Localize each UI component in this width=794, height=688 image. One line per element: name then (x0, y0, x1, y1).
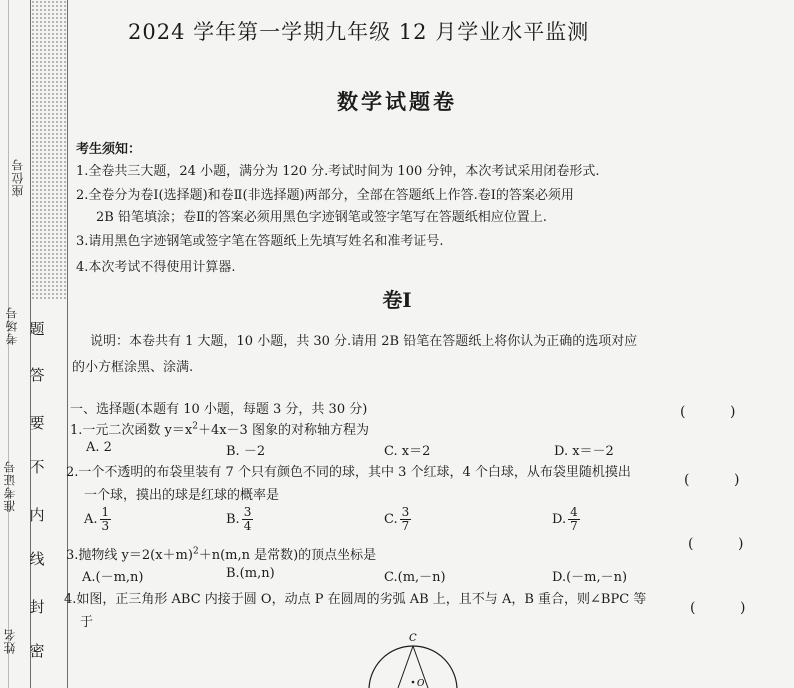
q3-option-c: C.(m,－n) (384, 570, 446, 585)
notice-item: 1.全卷共三大题，24 小题，满分为 120 分.考试时间为 100 分钟，本次考试采用闭卷形式. (76, 164, 600, 179)
answer-bracket: ( ) (688, 536, 744, 552)
binding-dotted-area (31, 0, 67, 300)
question-4-stem: 4.如图，正三角形 ABC 内接于圆 O，动点 P 在圆周的劣弧 AB 上，且不与 A，B 重合，则∠BPC 等 (64, 592, 647, 607)
notice-heading: 考生须知： (76, 142, 142, 157)
part-title: 一、选择题(本题有 10 小题，每题 3 分，共 30 分) (70, 402, 368, 417)
ticket-number-label: 准考证号 (3, 460, 17, 512)
q2-option-d: D. $\frac{4}{7}$ (552, 505, 578, 533)
q2-option-c: C. $\frac{3}{7}$ (384, 505, 410, 533)
seal-char: 不 (29, 458, 45, 476)
question-1-stem: 1.一元二次函数 $y=x^2+4x-3$ 图象的对称轴方程为 (70, 421, 369, 438)
seal-char: 线 (29, 550, 45, 568)
section-note: 说明：本卷共有 1 大题，10 小题，共 30 分.请用 2B 铅笔在答题纸上将你认为正确的选项对应 (90, 334, 638, 349)
name-label: 姓名 (3, 628, 17, 654)
q3-option-b: B.(m,n) (226, 566, 275, 581)
notice-item: 2.全卷分为卷Ⅰ(选择题)和卷Ⅱ(非选择题)两部分，全部在答题纸上作答.卷Ⅰ的答案必须用 (76, 188, 574, 203)
q3-option-a: A.(－m,n) (82, 570, 144, 585)
exam-subtitle: 数学试题卷 (337, 89, 457, 114)
notice-item: 4.本次考试不得使用计算器. (76, 260, 236, 275)
answer-bracket: ( ) (680, 404, 736, 420)
notice-item: 3.请用黑色字迹钢笔或签字笔在答题纸上先填写姓名和准考证号. (76, 234, 444, 249)
question-4-stem-cont: 于 (80, 615, 94, 630)
section-note-cont: 的小方框涂黑、涂满. (72, 360, 194, 375)
question-2-stem: 2.一个不透明的布袋里装有 7 个只有颜色不同的球，其中 3 个红球，4 个白球，从布袋里随机摸出 (66, 465, 631, 480)
question-2-stem-cont: 一个球，摸出的球是红球的概率是 (84, 488, 280, 503)
figure-label-o: O (417, 679, 425, 688)
section-title: 卷Ⅰ (382, 288, 412, 312)
triangle-side-ca (398, 646, 413, 688)
q1-option-d: D. x＝－2 (554, 444, 614, 459)
q1-option-c: C. x＝2 (384, 444, 431, 459)
question-3-stem: 3.抛物线 $y=2(x+m)^2+n(m,n$ 是常数)的顶点坐标是 (66, 546, 377, 563)
seal-char: 内 (29, 506, 45, 524)
figure-label-c: C (409, 633, 417, 644)
notice-item: 2B 铅笔填涂；卷Ⅱ的答案必须用黑色字迹钢笔或签字笔写在答题纸相应位置上. (96, 210, 547, 225)
circle-triangle-figure (368, 630, 458, 688)
seal-char: 要 (29, 414, 45, 432)
seat-number-label: 座位号 (11, 158, 25, 197)
seal-char: 封 (29, 598, 45, 616)
q2-option-a: A. $\frac{1}{3}$ (84, 505, 110, 533)
q1-option-a: A. 2 (86, 440, 112, 455)
seal-char: 密 (29, 642, 45, 660)
seal-char: 答 (29, 366, 45, 384)
exam-room-label: 考场号 (5, 306, 19, 345)
center-point (412, 681, 415, 684)
seal-char: 题 (29, 320, 45, 338)
answer-bracket: ( ) (690, 600, 746, 616)
q3-option-d: D.(－m,－n) (552, 570, 628, 585)
q1-option-b: B. －2 (226, 444, 266, 459)
exam-title: 2024 学年第一学期九年级 12 月学业水平监测 (128, 20, 590, 44)
q2-option-b: B. $\frac{3}{4}$ (226, 505, 252, 533)
answer-bracket: ( ) (684, 472, 740, 488)
